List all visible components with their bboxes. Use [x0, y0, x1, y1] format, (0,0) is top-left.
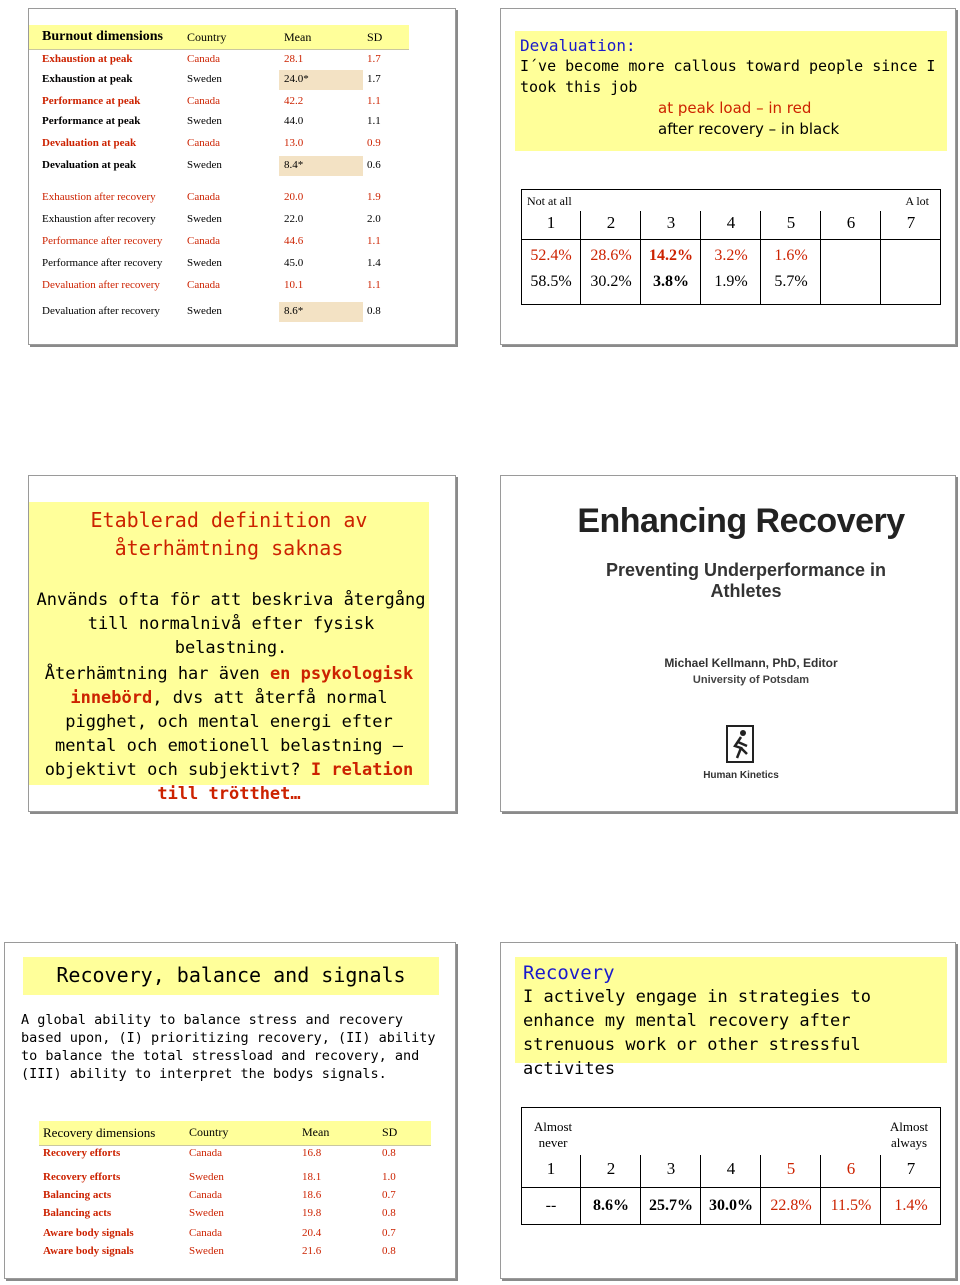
cell-mean: 18.6 [302, 1189, 322, 1201]
recovery-grid [521, 1107, 941, 1225]
cell-country: Canada [187, 279, 220, 291]
cell-country: Sweden [187, 305, 222, 317]
cell-mean: 22.0 [284, 213, 304, 225]
recovery-value: 5.7% [774, 273, 808, 290]
cell-dimension: Performance after recovery [42, 257, 163, 269]
scale-number: 7 [906, 213, 916, 232]
peak-value: 52.4% [530, 247, 572, 264]
question-title: Devaluation: [520, 36, 636, 55]
question-text: I´ve become more callous toward people since I took this job [520, 57, 936, 96]
scale-number: 5 [786, 1159, 796, 1178]
book-title: Enhancing Recovery [577, 502, 905, 540]
burnout-table [29, 25, 409, 325]
header-mean: Mean [284, 30, 312, 44]
scale-number: 2 [606, 1159, 616, 1178]
cell-mean: 44.6 [284, 235, 304, 247]
table-header [29, 25, 409, 50]
definition-title: Etablerad definition av återhämtning saknas [90, 508, 368, 560]
cell-sd: 0.8 [367, 305, 381, 317]
scale-number: 4 [726, 213, 736, 232]
table-row [29, 73, 409, 93]
cell-mean: 16.8 [302, 1147, 322, 1159]
slide-devaluation [500, 8, 956, 345]
cell-country: Sweden [189, 1171, 224, 1183]
frequency-value: 1.4% [894, 1197, 928, 1214]
cell-sd: 1.9 [367, 191, 381, 203]
header-sd: SD [367, 30, 383, 44]
slide-recovery-question [500, 942, 956, 1279]
recovery-question-title: Recovery [523, 962, 615, 984]
book-subtitle: Preventing Underperformance in Athletes [605, 560, 887, 601]
recovery-table-header [39, 1121, 431, 1146]
cell-sd: 1.4 [367, 257, 381, 269]
sd-highlight [343, 70, 363, 90]
para2-end: I relation till trötthet… [157, 760, 414, 804]
cell-sd: 0.9 [367, 137, 381, 149]
slide-recovery-balance [4, 942, 456, 1279]
sd-highlight [343, 302, 363, 322]
cell-dimension: Performance at peak [42, 95, 141, 107]
cell-mean: 24.0* [284, 73, 309, 85]
table-row [39, 1171, 431, 1191]
cell-sd: 1.1 [367, 279, 381, 291]
table-row [39, 1207, 431, 1227]
cell-mean: 19.8 [302, 1207, 322, 1219]
scale-number: 6 [846, 1159, 856, 1178]
cell-country: Canada [189, 1147, 222, 1159]
response-grid [521, 189, 941, 305]
recovery-value: 3.8% [653, 273, 689, 290]
cell-country: Canada [187, 53, 220, 65]
table-row [29, 279, 409, 299]
cell-mean: 20.4 [302, 1227, 322, 1239]
table-row [29, 137, 409, 157]
cell-mean: 20.0 [284, 191, 304, 203]
cell-sd: 0.8 [382, 1147, 396, 1159]
definition-para2 [31, 662, 427, 806]
cell-dimension: Balancing acts [43, 1189, 112, 1201]
scale-number: 6 [846, 213, 856, 232]
cell-sd: 0.6 [367, 159, 381, 171]
frequency-value: 11.5% [830, 1197, 872, 1214]
cell-sd: 1.7 [367, 73, 381, 85]
definition-para1: Används ofta för att beskriva återgång till normalnivå efter fysisk belastning. [36, 590, 426, 658]
scale-number: 1 [546, 1159, 556, 1178]
frequency-value: 22.8% [770, 1197, 812, 1214]
cell-country: Sweden [187, 213, 222, 225]
slide5-text: A global ability to balance stress and recovery based upon, (I) prioritizing recovery, (II) ability to balance the total stressload and recovery, and (III) ability to interpret the bodys signals. [21, 1012, 436, 1082]
publisher-logo-icon [721, 724, 759, 768]
recovery-question-box [515, 957, 947, 1079]
cell-dimension: Devaluation at peak [42, 137, 137, 149]
cell-country: Sweden [187, 159, 222, 171]
cell-mean: 8.4* [284, 159, 304, 171]
cell-mean: 8.6* [284, 305, 304, 317]
legend-red: at peak load – in red [658, 99, 812, 117]
cell-country: Canada [189, 1227, 222, 1239]
frequency-value: 25.7% [649, 1197, 693, 1214]
cell-country: Canada [187, 235, 220, 247]
scale-number: 3 [666, 213, 676, 232]
cell-dimension: Devaluation after recovery [42, 279, 160, 291]
scale-never-label: Almost never [533, 1119, 573, 1150]
cell-mean: 42.2 [284, 95, 304, 107]
slide-burnout-table [28, 8, 456, 345]
cell-dimension: Exhaustion after recovery [42, 191, 156, 203]
rec-header-mean: Mean [302, 1125, 330, 1139]
cell-dimension: Aware body signals [43, 1245, 134, 1257]
cell-dimension: Exhaustion at peak [42, 53, 133, 65]
cell-dimension: Recovery efforts [43, 1171, 121, 1183]
cell-dimension: Aware body signals [43, 1227, 134, 1239]
frequency-value: 30.0% [709, 1197, 753, 1214]
scale-number: 3 [666, 1159, 676, 1178]
cell-dimension: Devaluation at peak [42, 159, 137, 171]
cell-country: Sweden [187, 115, 222, 127]
table-row [29, 213, 409, 233]
scale-number: 7 [906, 1159, 916, 1178]
cell-country: Sweden [189, 1207, 224, 1219]
question-box [515, 31, 947, 151]
recovery-value: 58.5% [530, 273, 572, 290]
cell-country: Canada [189, 1189, 222, 1201]
rec-header-sd: SD [382, 1125, 398, 1139]
rec-header-dimension: Recovery dimensions [43, 1125, 156, 1140]
cell-sd: 0.7 [382, 1189, 396, 1201]
legend-black: after recovery – in black [658, 120, 840, 138]
slide-book-cover [500, 475, 956, 812]
para2-highlight: en psykologisk innebörd [70, 664, 414, 708]
cell-mean: 21.6 [302, 1245, 322, 1257]
cell-sd: 0.8 [382, 1207, 396, 1219]
sd-highlight [343, 156, 363, 176]
cell-dimension: Devaluation after recovery [42, 305, 160, 317]
cell-dimension: Recovery efforts [43, 1147, 121, 1159]
cell-dimension: Exhaustion at peak [42, 73, 133, 85]
peak-value: 14.2% [649, 247, 693, 264]
cell-sd: 0.8 [382, 1245, 396, 1257]
slide5-title: Recovery, balance and signals [56, 963, 406, 987]
scale-always-label: Almost always [889, 1119, 929, 1150]
para2-start: Återhämtning har även [44, 664, 270, 684]
table-row [39, 1227, 431, 1247]
table-row [39, 1147, 431, 1167]
table-row [29, 257, 409, 277]
cell-sd: 1.1 [367, 235, 381, 247]
table-row [39, 1245, 431, 1265]
cell-mean: 18.1 [302, 1171, 322, 1183]
cell-country: Canada [187, 191, 220, 203]
cell-country: Canada [187, 137, 220, 149]
cell-country: Sweden [187, 73, 222, 85]
table-row [29, 159, 409, 179]
cell-country: Sweden [187, 257, 222, 269]
cell-mean: 44.0 [284, 115, 304, 127]
table-row [29, 115, 409, 135]
frequency-value: 8.6% [593, 1197, 629, 1214]
cell-dimension: Balancing acts [43, 1207, 112, 1219]
cell-mean: 45.0 [284, 257, 304, 269]
table-row [29, 235, 409, 255]
recovery-value: 1.9% [714, 273, 748, 290]
peak-value: 3.2% [714, 247, 748, 264]
table-row [29, 305, 409, 325]
para2-mid: , dvs att återfå normal pigghet, och mental energi efter mental och emotionell belastning – objektivt och subjektivt? [44, 688, 403, 780]
cell-sd: 1.7 [367, 53, 381, 65]
cell-mean: 28.1 [284, 53, 304, 65]
recovery-value: 30.2% [590, 273, 632, 290]
cell-dimension: Performance at peak [42, 115, 141, 127]
cell-sd: 1.1 [367, 115, 381, 127]
book-editor: Michael Kellmann, PhD, Editor [664, 656, 838, 670]
cell-dimension: Exhaustion after recovery [42, 213, 156, 225]
table-row [29, 95, 409, 115]
cell-sd: 0.7 [382, 1227, 396, 1239]
frequency-value: -- [545, 1197, 557, 1214]
cell-country: Canada [187, 95, 220, 107]
recovery-question-text: I actively engage in strategies to enhance my mental recovery after strenuous work or other stressful activites [523, 987, 871, 1079]
table-row [29, 191, 409, 211]
header-dimension: Burnout dimensions [42, 29, 163, 44]
cell-mean: 13.0 [284, 137, 304, 149]
cell-sd: 1.0 [382, 1171, 396, 1183]
cell-mean: 10.1 [284, 279, 304, 291]
header-country: Country [187, 30, 227, 44]
cell-sd: 1.1 [367, 95, 381, 107]
peak-value: 28.6% [590, 247, 632, 264]
table-row [39, 1189, 431, 1209]
scale-number: 2 [606, 213, 616, 232]
peak-value: 1.6% [774, 247, 808, 264]
scale-number: 5 [786, 213, 796, 232]
cell-country: Sweden [189, 1245, 224, 1257]
rec-header-country: Country [189, 1125, 229, 1139]
scale-high-label: A lot [905, 194, 929, 208]
scale-low-label: Not at all [527, 194, 572, 208]
cell-sd: 2.0 [367, 213, 381, 225]
cell-dimension: Performance after recovery [42, 235, 163, 247]
book-publisher: Human Kinetics [703, 770, 779, 781]
recovery-table [39, 1121, 431, 1261]
book-affiliation: University of Potsdam [692, 674, 810, 686]
slide-definition [28, 475, 456, 812]
scale-number: 1 [546, 213, 556, 232]
scale-number: 4 [726, 1159, 736, 1178]
